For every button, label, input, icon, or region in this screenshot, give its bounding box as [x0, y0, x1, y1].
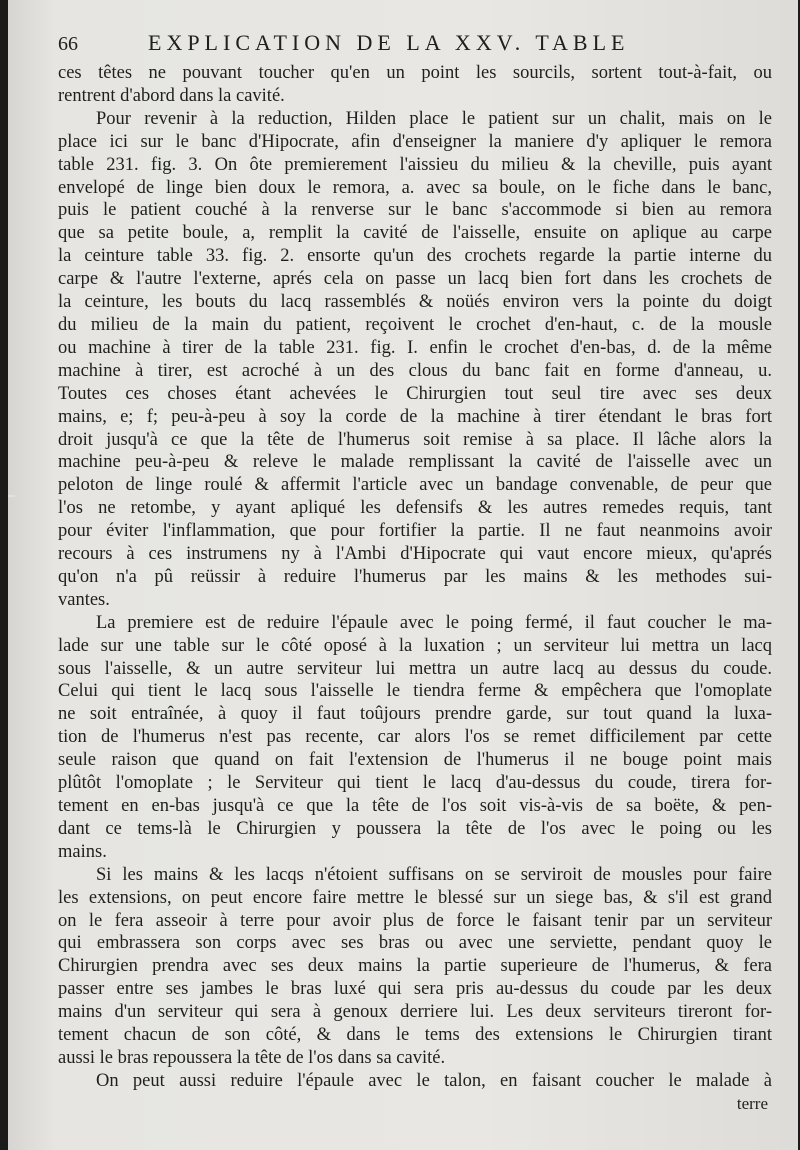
paragraph [58, 62, 772, 108]
text-line: l'os ne retombe, y ayant apliqué les defensifs & les autres remedes requis, tant [58, 498, 772, 519]
text-line: Si les mains & les lacqs n'étoient suffisans on se serviroit de mousles pour faire [96, 864, 772, 885]
text-line: vantes. [58, 589, 110, 610]
text-line: seule raison que quand on fait l'extension de l'humerus il ne bouge point mais [58, 750, 772, 771]
text-line: ces têtes ne pouvant toucher qu'en un point les sourcils, sortent tout-à-fait, ou [58, 63, 772, 83]
text-line: passer entre ses jambes le bras luxé qui sera pris au-dessus du coude par les deux [58, 979, 772, 1000]
paragraph [58, 612, 772, 864]
text-line: place ici sur le banc d'Hipocrate, afin d'enseigner la maniere d'y apliquer le remora [58, 131, 772, 152]
text-line: machine peu-à-peu & releve le malade remplissant la cavité de l'aisselle avec un [58, 452, 772, 473]
text-line: ou machine à tirer de la table 231. fig. I. enfin le crochet d'en-bas, d. de la même [58, 337, 772, 358]
text-line: aussi le bras repoussera la tête de l'os dans sa cavité. [58, 1047, 446, 1068]
text-line: droit jusqu'à ce que la tête de l'humerus soit remise à sa place. Il lâche alors la [58, 429, 772, 450]
page-text-block [58, 30, 772, 1115]
text-line: mains. [58, 841, 107, 862]
text-line: tement chacun de son côté, & dans le tems des extensions le Chirurgien tirant [58, 1025, 772, 1046]
text-line: on le fera asseoir à terre pour avoir plus de force le faisant tenir par un serviteur [58, 910, 772, 931]
text-line: sous l'aisselle, & un autre serviteur lui mettra un autre lacq au dessus du coude. [58, 658, 772, 679]
text-line: lade sur une table sur le côté oposé à la luxation ; un serviteur lui mettra un lacq [58, 635, 772, 656]
body-text [58, 62, 772, 1093]
text-line: tion de l'humerus n'est pas recente, car alors l'os se remet difficilement par cette [58, 727, 772, 748]
text-line: tement en en-bas jusqu'à ce que la tête de l'os soit vis-à-vis de sa boëte, & pen- [58, 796, 772, 816]
margin-mark [8, 495, 15, 497]
paragraph [58, 1070, 772, 1093]
page-number: 66 [58, 33, 78, 55]
text-line: pour éviter l'inflammation, que pour fortifier la partie. Il ne faut neanmoins avoir [58, 521, 772, 542]
text-line: Pour revenir à la reduction, Hilden place le patient sur un chalit, mais on le [96, 108, 772, 129]
text-line: la ceinture table 33. fig. 2. ensorte qu'un des crochets regarde la partie interne du [58, 246, 772, 267]
text-line: La premiere est de reduire l'épaule avec le poing fermé, il faut coucher le ma- [96, 612, 772, 633]
text-line: table 231. fig. 3. On ôte premierement l'aissieu du milieu & la cheville, puis ayant [58, 154, 772, 175]
text-line: puis le patient couché à la renverse sur le banc s'accommode si bien au remora [58, 200, 772, 221]
text-line: que sa petite boule, a, remplit la cavité de l'aisselle, ensuite on aplique au carpe [58, 223, 772, 244]
text-line: mains d'un serviteur qui sera à genoux derriere lui. Les deux serviteurs tireront for- [58, 1002, 772, 1023]
text-line: machine à tirer, est acroché à un des clous du banc fait en forme d'anneau, u. [58, 360, 772, 381]
catchword: terre [736, 1093, 768, 1113]
text-line: On peut aussi reduire l'épaule avec le talon, en faisant coucher le malade à [96, 1070, 772, 1091]
text-line: Toutes ces choses étant achevées le Chirurgien tout seul tire avec ses deux [58, 383, 772, 404]
running-title: EXPLICATION DE LA XXV. TABLE [148, 30, 630, 55]
text-line: carpe & l'autre l'externe, aprés cela on passe un lacq bien fort dans les crochets de [58, 269, 772, 290]
text-line: ne soit entraînée, à quoy il faut toûjours prendre garde, sur tout quand la luxa- [58, 704, 772, 725]
text-line: mains, e; f; peu-à-peu à soy la corde de la machine à tirer étendant le bras fort [58, 406, 772, 427]
text-line: qui embrassera son corps avec ses bras ou avec une serviette, pendant quoy le [58, 933, 772, 954]
text-line: rentrent d'abord dans la cavité. [58, 85, 285, 106]
text-line: envelopé de linge bien doux le remora, a. avec sa boule, on le fiche dans le banc, [58, 177, 772, 198]
book-page [8, 0, 798, 1150]
text-line: peloton de linge roulé & affermit l'article avec un bandage convenable, de peur que [58, 475, 772, 496]
text-line: recours à ces instrumens ny à l'Ambi d'Hipocrate qui vaut encore mieux, qu'aprés [58, 544, 772, 565]
text-line: qu'on n'a pû reüssir à reduire l'humerus par les mains & les methodes sui- [58, 566, 772, 587]
running-head [58, 30, 772, 62]
text-line: dant ce tems-là le Chirurgien y poussera la tête de l'os avec le poing ou les [58, 818, 772, 839]
paragraph [58, 864, 772, 1070]
text-line: Celui qui tient le lacq sous l'aisselle le tiendra ferme & empêchera que l'omoplate [58, 681, 772, 702]
text-line: plûtôt l'omoplate ; le Serviteur qui tient le lacq d'au-dessus du coude, tirera for- [58, 773, 772, 794]
text-line: la ceinture, les bouts du lacq rassemblés & noüés environ vers la pointe du doigt [58, 292, 772, 313]
paragraph [58, 108, 772, 612]
text-line: Chirurgien prendra avec ses deux mains la partie superieure de l'humerus, & fera [58, 956, 772, 977]
text-line: les extensions, on peut encore faire mettre le blessé sur un siege bas, & s'il est grand [58, 887, 772, 908]
text-line: du milieu de la main du patient, reçoivent le crochet d'en-haut, c. de la mousle [58, 314, 772, 335]
